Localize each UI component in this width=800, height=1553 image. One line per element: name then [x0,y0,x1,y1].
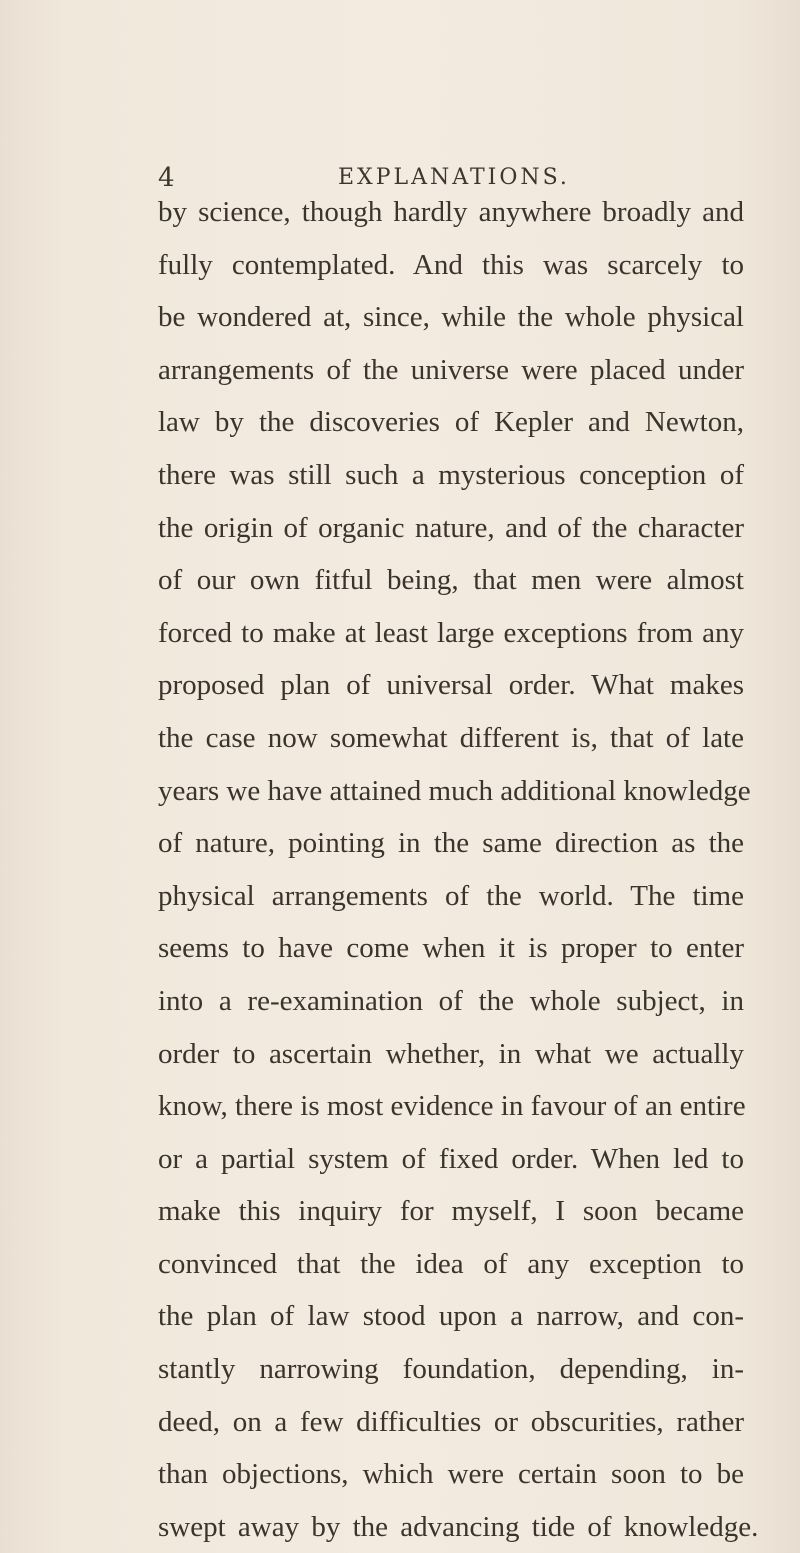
page-number: 4 [158,163,175,193]
text-line: proposed plan of universal order. What makes [158,669,744,702]
text-line: swept away by the advancing tide of knowledge. [158,1510,759,1543]
text-line: the origin of organic nature, and of the character [158,511,744,544]
text-line: deed, on a few difficulties or obscurities, rather [158,1405,744,1438]
text-line: into a re-examination of the whole subject, in [158,984,744,1017]
text-line: or a partial system of fixed order. When led to [158,1142,744,1175]
text-line: stantly narrowing foundation, depending, in- [158,1353,744,1386]
text-line: years we have attained much additional knowledge [158,774,751,807]
text-line: seems to have come when it is proper to enter [158,932,744,965]
text-line: convinced that the idea of any exception to [158,1247,744,1280]
text-line: of our own fitful being, that men were almost [158,564,744,597]
text-line: than objections, which were certain soon to be [158,1458,744,1491]
text-line: order to ascertain whether, in what we actually [158,1037,744,1070]
body-paragraph [158,186,759,1553]
text-line: make this inquiry for myself, I soon became [158,1195,744,1228]
text-line: fully contemplated. And this was scarcely to [158,248,744,281]
text-line: physical arrangements of the world. The time [158,879,744,912]
text-line: there was still such a mysterious conception of [158,458,744,491]
text-line: the case now somewhat different is, that of late [158,721,744,754]
text-line: law by the discoveries of Kepler and Newton, [158,406,744,439]
text-line: the plan of law stood upon a narrow, and con- [158,1300,744,1333]
text-line: forced to make at least large exceptions from any [158,616,744,649]
text-line: be wondered at, since, while the whole physical [158,301,744,334]
text-line: arrangements of the universe were placed under [158,353,744,386]
text-line: know, there is most evidence in favour of an entire [158,1090,746,1123]
text-line: by science, though hardly anywhere broadly and [158,196,744,228]
text-line: of nature, pointing in the same direction as the [158,827,744,860]
running-head-title: EXPLANATIONS. [338,165,570,190]
